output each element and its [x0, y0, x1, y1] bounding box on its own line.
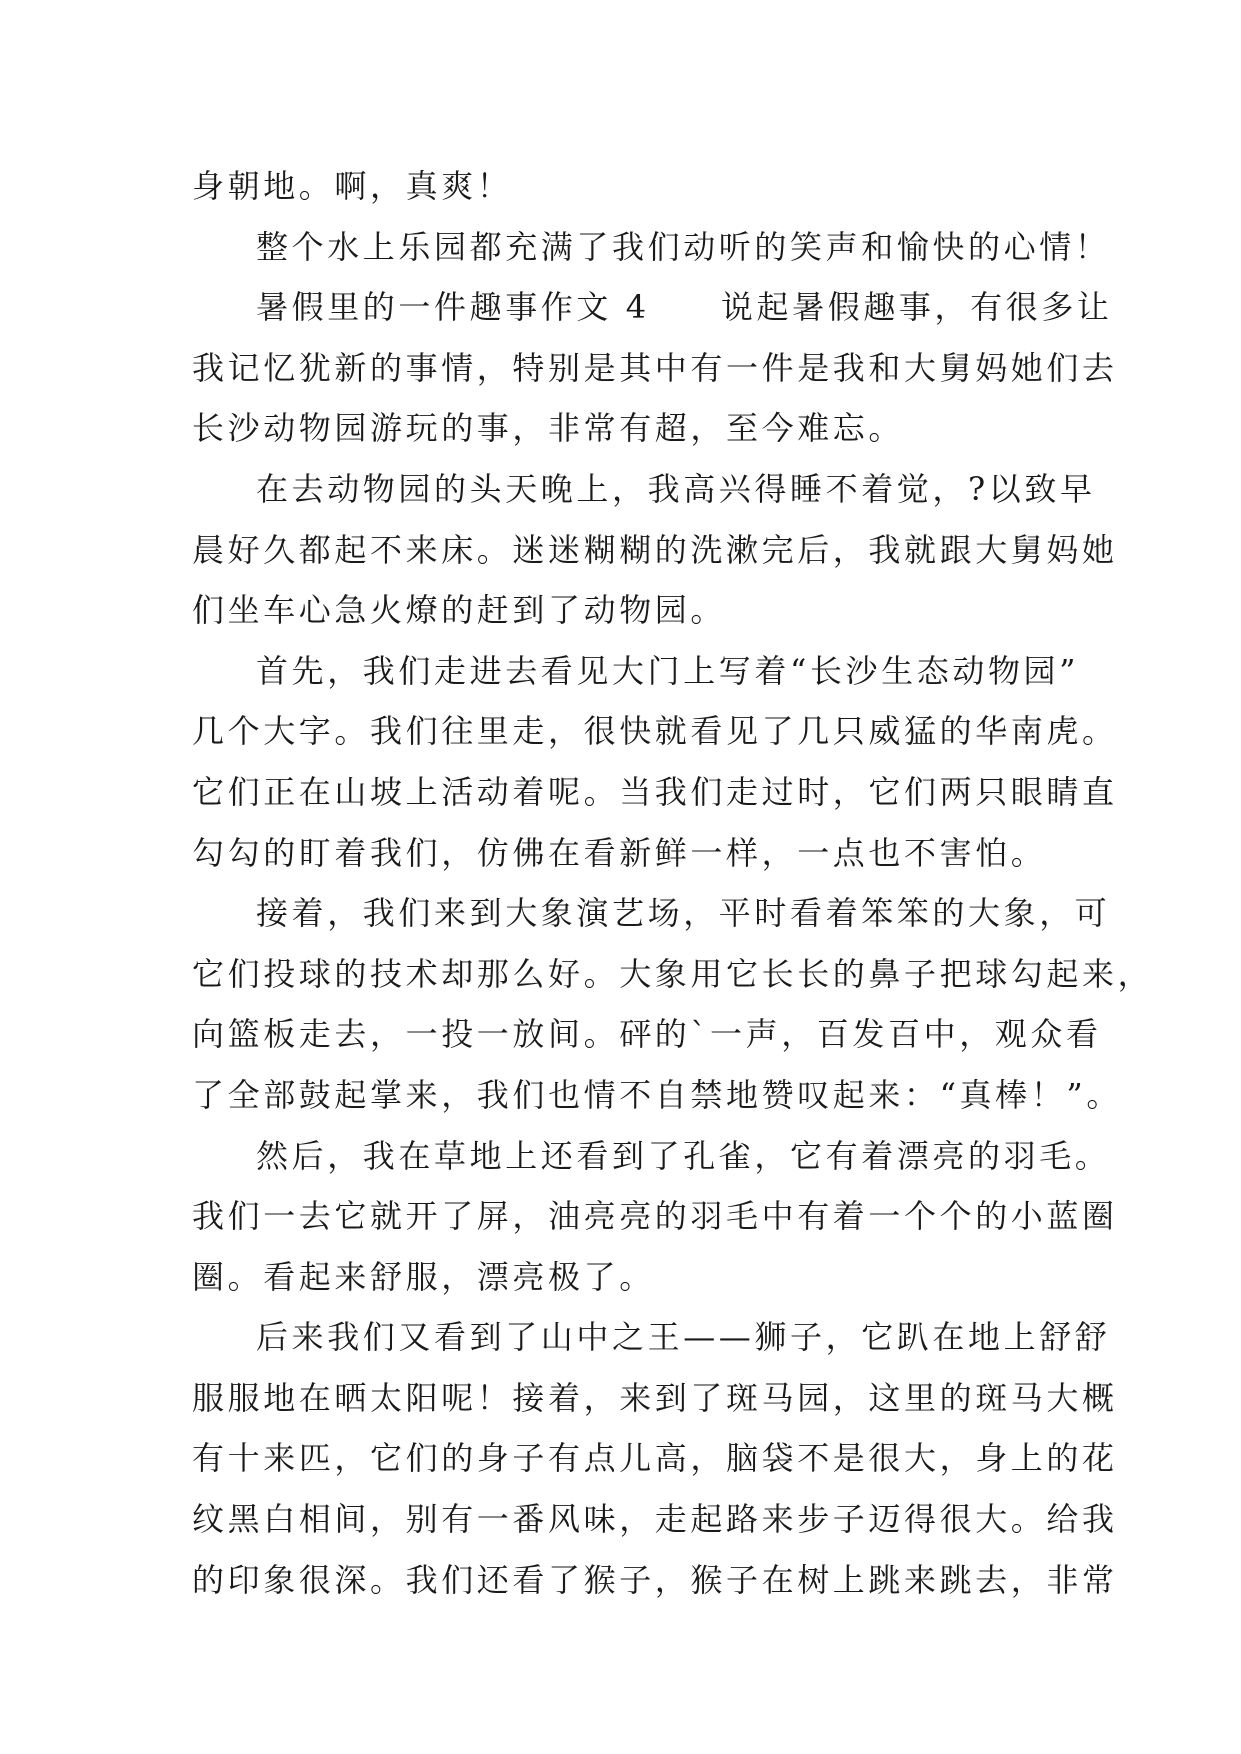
text-line: 有十来匹，它们的身子有点儿高，脑袋不是很大，身上的花: [192, 1439, 1118, 1478]
text-line: 我们一去它就开了屏，油亮亮的羽毛中有着一个个的小蓝圈: [192, 1197, 1118, 1236]
text-line: 我记忆犹新的事情，特别是其中有一件是我和大舅妈她们去: [192, 348, 1118, 387]
text-line: 它们正在山坡上活动着呢。当我们走过时，它们两只眼睛直: [192, 772, 1118, 811]
text-line: 晨好久都起不来床。迷迷糊糊的洗漱完后，我就跟大舅妈她: [192, 530, 1118, 569]
text-line: 身朝地。啊，真爽！: [192, 167, 513, 205]
text-line: 几个大字。我们往里走，很快就看见了几只威猛的华南虎。: [192, 712, 1118, 751]
text-line: 整个水上乐园都充满了我们动听的笑声和愉快的心情！: [256, 227, 1111, 266]
text-line: 后来我们又看到了山中之王——狮子，它趴在地上舒舒: [256, 1318, 1111, 1357]
text-line: 然后，我在草地上还看到了孔雀，它有着漂亮的羽毛。: [256, 1136, 1111, 1175]
text-line: 们坐车心急火燎的赶到了动物园。: [192, 591, 727, 630]
text-line: 圈。看起来舒服，漂亮极了。: [192, 1257, 655, 1296]
text-line: 首先，我们走进去看见大门上写着“长沙生态动物园”: [256, 651, 1080, 690]
text-line: 了全部鼓起掌来，我们也情不自禁地赞叹起来：“真棒！”。: [192, 1075, 1122, 1114]
text-line: 向篮板走去，一投一放间。砰的`一声，百发百中，观众看: [192, 1015, 1102, 1054]
text-line: 长沙动物园游玩的事，非常有超，至今难忘。: [192, 409, 905, 448]
text-line: 在去动物园的头天晚上，我高兴得睡不着觉，?以致早: [256, 469, 1096, 508]
text-line: 勾勾的盯着我们，仿佛在看新鲜一样，一点也不害怕。: [192, 833, 1047, 872]
text-line: 暑假里的一件趣事作文 4 说起暑假趣事，有很多让: [256, 288, 1113, 327]
text-line: 纹黑白相间，别有一番风味，走起路来步子迈得很大。给我: [192, 1500, 1118, 1539]
text-line: 服服地在晒太阳呢！接着，来到了斑马园，这里的斑马大概: [192, 1378, 1118, 1417]
text-line: 它们投球的技术却那么好。大象用它长长的鼻子把球勾起来，: [192, 954, 1154, 993]
document-body: [192, 156, 1154, 1610]
text-line: 接着，我们来到大象演艺场，平时看着笨笨的大象，可: [256, 894, 1111, 933]
text-line: 的印象很深。我们还看了猴子，猴子在树上跳来跳去，非常: [192, 1560, 1118, 1599]
